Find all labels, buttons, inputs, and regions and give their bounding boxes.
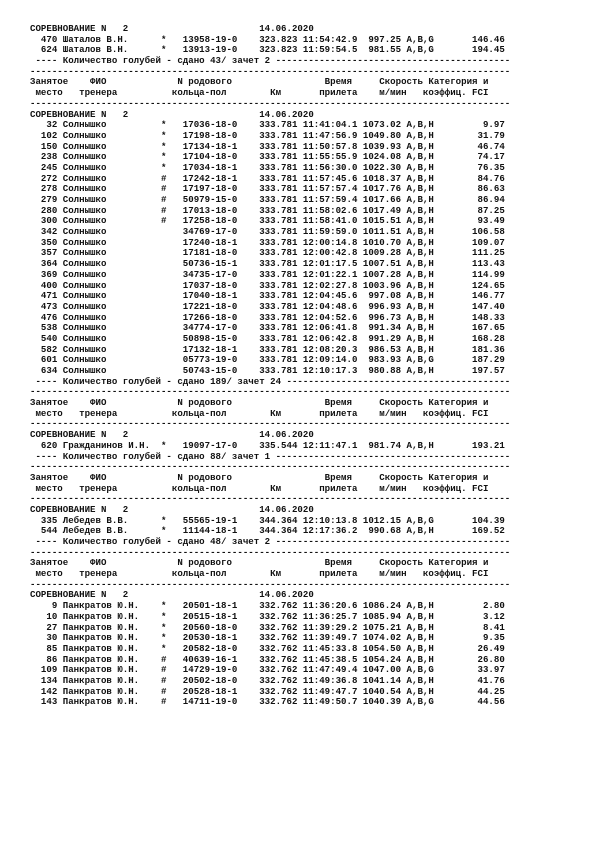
result-row: 470 Шаталов В.Н. * 13958-19-0 323.823 11:54:42.9 997.25 A,B,G 146.46 (30, 33, 505, 45)
column-header: Занятое ФИО N родового Время Скорость Категория и (30, 397, 489, 409)
result-row: 538 Солнышко 34774-17-0 333.781 12:06:41.8 991.34 A,B,H 167.65 (30, 322, 505, 334)
competition-header: СОРЕВНОВАНИЕ N 2 14.06.2020 (30, 589, 314, 601)
result-row: 279 Солнышко # 50979-15-0 333.781 11:57:59.4 1017.66 A,B,H 86.94 (30, 194, 505, 205)
result-row: 364 Солнышко 50736-15-1 333.781 12:01:17.5 1007.51 A,B,H 113.43 (30, 258, 505, 270)
result-row: 150 Солнышко * 17134-18-1 333.781 11:50:57.8 1039.93 A,B,H 46.74 (30, 140, 505, 152)
result-row: 634 Солнышко 50743-15-0 333.781 12:10:17.3 980.88 A,B,H 197.57 (30, 365, 505, 376)
column-header: Занятое ФИО N родового Время Скорость Категория и (30, 76, 489, 88)
result-row: 30 Панкратов Ю.Н. * 20530-18-1 332.762 11:39:49.7 1074.02 A,B,H 9.35 (30, 632, 505, 644)
result-row: 238 Солнышко * 17104-18-0 333.781 11:55:55.9 1024.08 A,B,H 74.17 (30, 151, 505, 163)
result-row: 540 Солнышко 50898-15-0 333.781 12:06:42.8 991.29 A,B,H 168.28 (30, 332, 505, 344)
result-row: 335 Лебедев В.В. * 55565-19-1 344.364 12:10:13.8 1012.15 A,B,G 104.39 (30, 514, 505, 526)
column-header: место тренера кольца-пол Км прилета м/мин коэффиц. FCI (30, 568, 489, 580)
result-row: 342 Солнышко 34769-17-0 333.781 11:59:59.0 1011.51 A,B,H 106.58 (30, 226, 505, 238)
competition-header: СОРЕВНОВАНИЕ N 2 14.06.2020 (30, 108, 314, 120)
result-row: 471 Солнышко 17040-18-1 333.781 12:04:45.6 997.08 A,B,H 146.77 (30, 290, 505, 302)
result-row: 9 Панкратов Ю.Н. * 20501-18-1 332.762 11:36:20.6 1086.24 A,B,H 2.80 (30, 600, 505, 612)
column-header: Занятое ФИО N родового Время Скорость Категория и (30, 471, 489, 483)
separator-line: ---------------------------------------------------------------------------------------- (30, 418, 511, 430)
column-header: место тренера кольца-пол Км прилета м/мин коэффиц. FCI (30, 482, 489, 494)
result-row: 624 Шаталов В.Н. * 13913-19-0 323.823 11:59:54.5 981.55 A,B,G 194.45 (30, 44, 505, 56)
result-row: 476 Солнышко 17266-18-0 333.781 12:04:52.6 996.73 A,B,H 148.33 (30, 311, 505, 323)
result-row: 278 Солнышко # 17197-18-0 333.781 11:57:57.4 1017.76 A,B,H 86.63 (30, 183, 505, 195)
result-row: 357 Солнышко 17181-18-0 333.781 12:00:42.8 1009.28 A,B,H 111.25 (30, 247, 505, 259)
result-row: 85 Панкратов Ю.Н. * 20582-18-0 332.762 11:45:33.8 1054.50 A,B,H 26.49 (30, 642, 505, 654)
result-row: 300 Солнышко # 17258-18-0 333.781 11:58:41.0 1015.51 A,B,H 93.49 (30, 215, 505, 227)
column-header: место тренера кольца-пол Км прилета м/мин коэффиц. FCI (30, 87, 489, 99)
result-row: 109 Панкратов Ю.Н. # 14729-19-0 332.762 11:47:49.4 1047.00 A,B,G 33.97 (30, 664, 505, 676)
result-row: 620 Гражданинов И.Н. * 19097-17-0 335.544 12:11:47.1 981.74 A,B,H 193.21 (30, 439, 505, 451)
result-row: 102 Солнышко * 17198-18-0 333.781 11:47:56.9 1049.80 A,B,H 31.79 (30, 129, 505, 141)
result-row: 601 Солнышко 05773-19-0 333.781 12:09:14.0 983.93 A,B,G 187.29 (30, 354, 505, 366)
result-row: 10 Панкратов Ю.Н. * 20515-18-1 332.762 11:36:25.7 1085.94 A,B,H 3.12 (30, 610, 505, 622)
result-row: 32 Солнышко * 17036-18-0 333.781 11:41:04.1 1073.02 A,B,H 9.97 (30, 119, 505, 131)
separator-line: ---------------------------------------------------------------------------------------- (30, 461, 511, 473)
results-document (30, 24, 578, 708)
result-row: 350 Солнышко 17240-18-1 333.781 12:00:14.8 1010.70 A,B,H 109.07 (30, 236, 505, 248)
result-row: 134 Панкратов Ю.Н. # 20502-18-0 332.762 11:49:36.8 1041.14 A,B,H 41.76 (30, 674, 505, 686)
result-row: 86 Панкратов Ю.Н. # 40639-16-1 332.762 11:45:38.5 1054.24 A,B,H 26.80 (30, 653, 505, 665)
separator-line: ---------------------------------------------------------------------------------------- (30, 97, 511, 109)
separator-line: ---------------------------------------------------------------------------------------- (30, 65, 511, 77)
competition-header: СОРЕВНОВАНИЕ N 2 14.06.2020 (30, 429, 314, 441)
result-row: 143 Панкратов Ю.Н. # 14711-19-0 332.762 11:49:50.7 1040.39 A,B,G 44.56 (30, 696, 505, 708)
summary-line: ---- Количество голубей - сдано 43/ зачет 2 ------------------------------------------- (30, 55, 511, 67)
result-row: 369 Солнышко 34735-17-0 333.781 12:01:22.1 1007.28 A,B,H 114.99 (30, 268, 505, 280)
competition-header: СОРЕВНОВАНИЕ N 2 14.06.2020 (30, 23, 314, 34)
result-row: 280 Солнышко # 17013-18-0 333.781 11:58:02.6 1017.49 A,B,H 87.25 (30, 204, 505, 216)
result-row: 400 Солнышко 17037-18-0 333.781 12:02:27.8 1003.96 A,B,H 124.65 (30, 279, 505, 291)
column-header: Занятое ФИО N родового Время Скорость Категория и (30, 557, 489, 569)
separator-line: ---------------------------------------------------------------------------------------- (30, 578, 511, 590)
separator-line: ---------------------------------------------------------------------------------------- (30, 493, 511, 505)
column-header: место тренера кольца-пол Км прилета м/мин коэффиц. FCI (30, 407, 489, 419)
result-row: 473 Солнышко 17221-18-0 333.781 12:04:48.6 996.93 A,B,H 147.40 (30, 300, 505, 312)
result-row: 245 Солнышко * 17034-18-1 333.781 11:56:30.0 1022.30 A,B,H 76.35 (30, 161, 505, 173)
result-row: 272 Солнышко # 17242-18-1 333.781 11:57:45.6 1018.37 A,B,H 84.76 (30, 172, 505, 184)
separator-line: ---------------------------------------------------------------------------------------- (30, 386, 511, 398)
result-row: 582 Солнышко 17132-18-1 333.781 12:08:20.3 986.53 A,B,H 181.36 (30, 343, 505, 355)
summary-line: ---- Количество голубей - сдано 48/ зачет 2 ------------------------------------------- (30, 536, 511, 547)
summary-line: ---- Количество голубей - сдано 189/ зачет 24 ----------------------------------------- (30, 375, 511, 387)
separator-line: ---------------------------------------------------------------------------------------- (30, 546, 511, 558)
result-row: 142 Панкратов Ю.Н. # 20528-18-1 332.762 11:49:47.7 1040.54 A,B,H 44.25 (30, 685, 505, 697)
result-row: 544 Лебедев В.В. * 11144-18-1 344.364 12:17:36.2 990.68 A,B,H 169.52 (30, 525, 505, 537)
competition-header: СОРЕВНОВАНИЕ N 2 14.06.2020 (30, 503, 314, 515)
summary-line: ---- Количество голубей - сдано 88/ зачет 1 ------------------------------------------- (30, 450, 511, 462)
result-row: 27 Панкратов Ю.Н. * 20560-18-0 332.762 11:39:29.2 1075.21 A,B,H 8.41 (30, 621, 505, 633)
